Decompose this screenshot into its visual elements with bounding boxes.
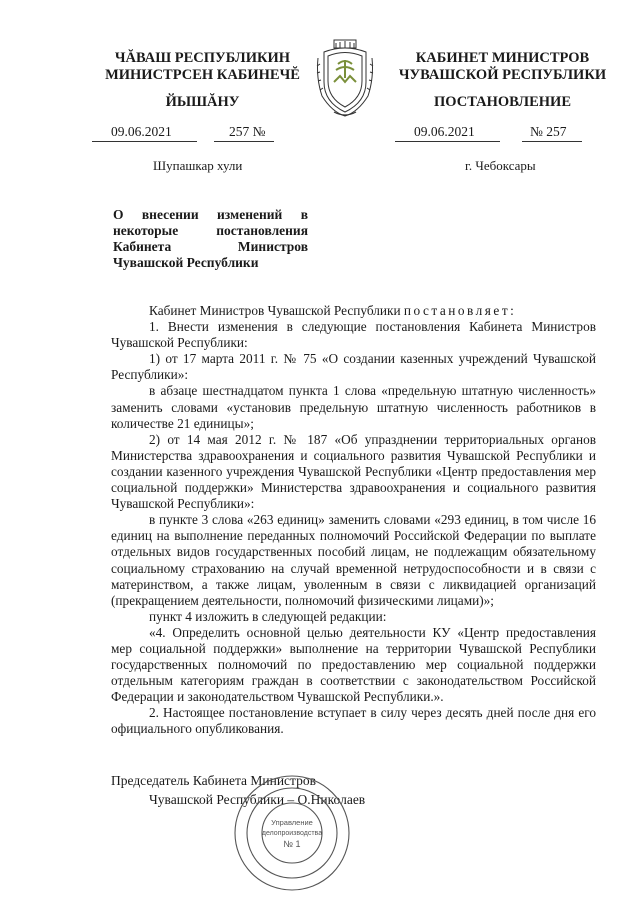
intro-verb: постановляет: xyxy=(403,303,517,318)
intro-paragraph xyxy=(111,303,596,319)
header-left-line1: ЧĂВАШ РЕСПУБЛИКИН xyxy=(114,50,291,66)
reg-date-left: 09.06.2021 xyxy=(111,124,172,139)
stamp-center-line2: делопроизводства xyxy=(261,830,323,837)
paragraph-2: 2. Настоящее постановление вступает в силу через десять дней после дня его официального опубликования. xyxy=(111,705,596,737)
paragraph-1-2: 2) от 14 мая 2012 г. № 187 «Об упразднении территориальных органов Министерства здравоохранения и социального развития Чувашской Республики и создании казенного учреждения Чувашской Республики «Центр предоставления мер социальной поддержки» Министерства здравоохранения и социального развития Чувашской Республики»: xyxy=(111,431,596,512)
paragraph-1-1a: в абзаце шестнадцатом пункта 1 слова «предельную штатную численность» заменить словами «установив предельную штатную численность работников в количестве 21 единицы»; xyxy=(111,383,596,431)
paragraph-1-2c: «4. Определить основной целью деятельности КУ «Центр предоставления мер социальной поддержки» выполнение на территории Чувашской Республики государственных полномочий по предоставлению мер социальной поддержки отдельным категориям граждан в соответствии с законодательством Российской Федерации и законодательством Чувашской Республики.». xyxy=(111,624,596,705)
official-stamp xyxy=(232,773,352,893)
signature-line2: Чувашской Республики – О.Николаев xyxy=(149,792,366,807)
reg-no-right-underline xyxy=(522,141,582,142)
doc-kind-left: ЙЫШĂНУ xyxy=(165,94,240,110)
paragraph-1-2a: в пункте 3 слова «263 единиц» заменить словами «293 единиц, в том числе 16 единиц на выполнение переданных полномочий Российской Федерации по выплате отдельных видов государственных пособий лицам, не подлежащим обязательному социальному страхованию на случай временной нетрудоспособности и в связи с материнством, а также лицам, уволенным в связи с ликвидацией организаций (прекращением деятельности, полномочий физическими лицами)»; xyxy=(111,512,596,608)
document-body xyxy=(111,303,596,738)
emblem-icon xyxy=(314,38,376,118)
doc-kind-right: ПОСТАНОВЛЕНИЕ xyxy=(433,94,571,110)
reg-date-right-underline xyxy=(395,141,500,142)
place-left: Шупашкар хули xyxy=(153,158,243,173)
intro-text: Кабинет Министров Чувашской Республики xyxy=(149,303,401,318)
paragraph-1: 1. Внести изменения в следующие постановления Кабинета Министров Чувашской Республики: xyxy=(111,319,596,351)
header-left-line2: МИНИСТРСЕН КАБИНЕЧĔ xyxy=(105,67,300,83)
header-right xyxy=(395,50,610,84)
header-right-line2: ЧУВАШСКОЙ РЕСПУБЛИКИ xyxy=(398,67,607,83)
paragraph-1-1: 1) от 17 марта 2011 г. № 75 «О создании казенных учреждений Чувашской Республики»: xyxy=(111,351,596,383)
reg-no-left-underline xyxy=(214,141,274,142)
header-left xyxy=(95,50,310,84)
document-subject: О внесении изменений в некоторые постановления Кабинета Министров Чувашской Республики xyxy=(113,207,308,270)
reg-date-left-underline xyxy=(92,141,197,142)
reg-no-left: 257 № xyxy=(229,124,266,139)
signature-line1: Председатель Кабинета Министров xyxy=(111,773,316,788)
stamp-center-line3: № 1 xyxy=(283,839,301,849)
place-right: г. Чебоксары xyxy=(465,158,536,173)
stamp-center-line1: Управление xyxy=(271,818,313,827)
paragraph-1-2b: пункт 4 изложить в следующей редакции: xyxy=(149,608,387,624)
reg-no-right: № 257 xyxy=(530,124,567,139)
header-right-line1: КАБИНЕТ МИНИСТРОВ xyxy=(415,50,590,66)
reg-date-right: 09.06.2021 xyxy=(414,124,475,139)
